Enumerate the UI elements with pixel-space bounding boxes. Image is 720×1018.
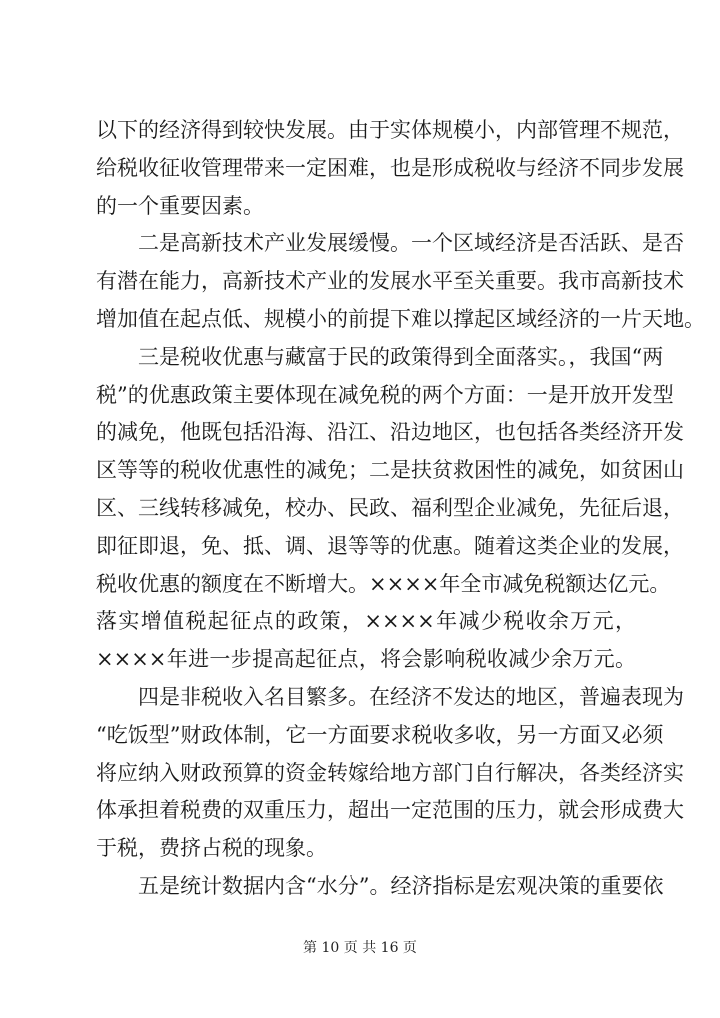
body-line: 增加值在起点低、规模小的前提下难以撑起区域经济的一片天地。 bbox=[96, 307, 705, 331]
paragraph-start-line: 五是统计数据内含“水分”。经济指标是宏观决策的重要依 bbox=[138, 874, 664, 898]
body-line: 的一个重要因素。 bbox=[96, 194, 264, 218]
body-line: 区、三线转移减免，校办、民政、福利型企业减免，先征后退， bbox=[96, 496, 684, 520]
paragraph-start-line: 四是非税收入名目繁多。在经济不发达的地区，普遍表现为 bbox=[138, 685, 684, 709]
body-line: 有潜在能力，高新技术产业的发展水平至关重要。我市高新技术 bbox=[96, 269, 684, 293]
paragraph-start-line: 二是高新技术产业发展缓慢。一个区域经济是否活跃、是否 bbox=[138, 231, 684, 255]
body-line: 税收优惠的额度在不断增大。××××年全市减免税额达亿元。 bbox=[96, 572, 671, 596]
body-line: 的减免，他既包括沿海、沿江、沿边地区，也包括各类经济开发 bbox=[96, 420, 684, 444]
body-line: 将应纳入财政预算的资金转嫁给地方部门自行解决，各类经济实 bbox=[96, 761, 684, 785]
body-line: 于税，费挤占税的现象。 bbox=[96, 836, 327, 860]
paragraph-start-line: 三是税收优惠与藏富于民的政策得到全面落实。，我国“两 bbox=[138, 345, 664, 369]
body-line: 给税收征收管理带来一定困难，也是形成税收与经济不同步发展 bbox=[96, 156, 684, 180]
page-number-footer: 第 10 页 共 16 页 bbox=[303, 940, 417, 956]
body-line: 落实增值税起征点的政策，××××年减少税收余万元， bbox=[96, 609, 636, 633]
body-line: 体承担着税费的双重压力，超出一定范围的压力，就会形成费大 bbox=[96, 798, 684, 822]
body-line: ××××年进一步提高起征点，将会影响税收减少余万元。 bbox=[96, 647, 636, 671]
body-line: 区等等的税收优惠性的减免；二是扶贫救困性的减免，如贫困山 bbox=[96, 458, 684, 482]
body-line: “吃饭型”财政体制，它一方面要求税收多收，另一方面又必须 bbox=[96, 723, 664, 747]
body-line: 以下的经济得到较快发展。由于实体规模小，内部管理不规范， bbox=[96, 118, 684, 142]
body-line: 即征即退，免、抵、调、退等等的优惠。随着这类企业的发展， bbox=[96, 534, 684, 558]
body-line: 税”的优惠政策主要体现在减免税的两个方面：一是开放开发型 bbox=[96, 383, 674, 407]
